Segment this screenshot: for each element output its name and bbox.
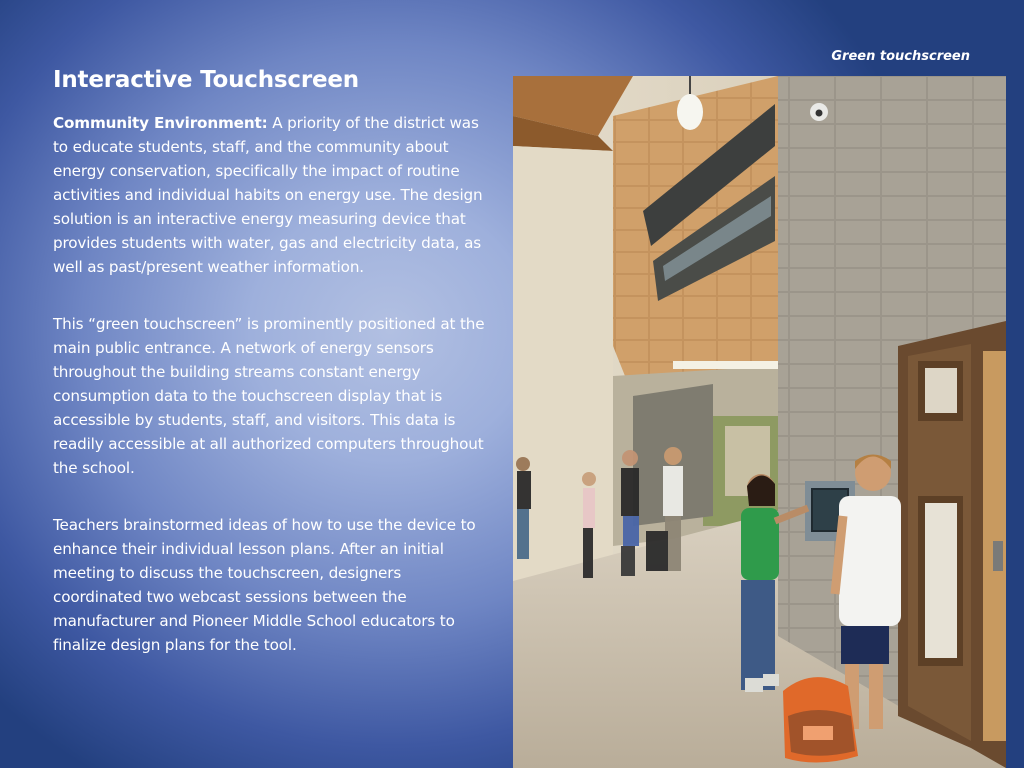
- paragraph-green-touchscreen: This “green touchscreen” is prominently positioned at the main public entrance. A network of energy sensors throughout the building streams constant energy consumption data to the touchscreen display that is accessible by students, staff, and visitors. This data is readily accessible at all authorized computers throughout the school.: [53, 315, 485, 477]
- image-caption: Green touchscreen: [831, 49, 970, 64]
- school-hallway-photo: [513, 76, 1006, 768]
- slide-body: [53, 111, 489, 690]
- paragraph-lead: Community Environment:: [53, 114, 268, 132]
- slide-title: Interactive Touchscreen: [53, 67, 359, 93]
- paragraph-text: A priority of the district was to educate students, staff, and the community about energy conservation, specifically the impact of routine activities and individual habits on energy use. The design solution is an interactive energy measuring device that provides students with water, gas and electricity data, as well as past/present weather information.: [53, 114, 483, 276]
- paragraph-community-environment: [53, 111, 489, 279]
- paragraph-teachers: Teachers brainstormed ideas of how to use the device to enhance their individual lesson plans. After an initial meeting to discuss the touchscreen, designers coordinated two webcast sessions between the manufacturer and Pioneer Middle School educators to finalize design plans for the tool.: [53, 516, 476, 654]
